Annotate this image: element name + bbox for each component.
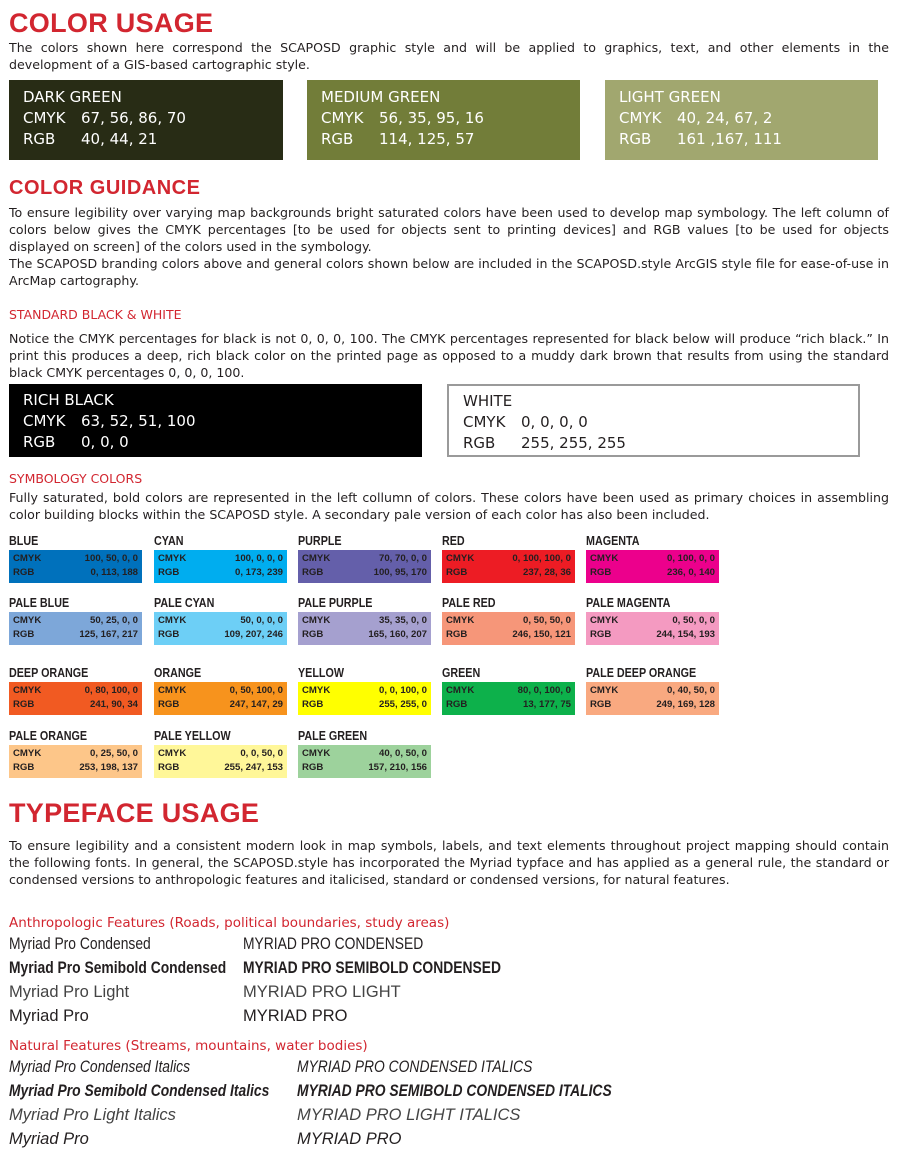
rgb-label: RGB	[321, 130, 354, 148]
color-name: DEEP ORANGE	[9, 666, 89, 680]
cmyk-value: 67, 56, 86, 70	[81, 109, 186, 127]
rgb-label: RGB	[13, 567, 35, 578]
color-cell-red	[442, 533, 575, 583]
font-sample-uppercase: MYRIAD PRO SEMIBOLD CONDENSED ITALICS	[297, 1082, 612, 1100]
cmyk-value: 0, 100, 0, 0	[666, 553, 715, 564]
cmyk-label: CMYK	[158, 615, 187, 626]
swatch-name: MEDIUM GREEN	[321, 88, 441, 106]
cmyk-value: 0, 50, 100, 0	[229, 685, 283, 696]
color-swatch	[298, 612, 431, 645]
cmyk-value: 40, 24, 67, 2	[677, 109, 773, 127]
rgb-label: RGB	[302, 629, 324, 640]
cmyk-value: 0, 40, 50, 0	[666, 685, 715, 696]
rgb-value: 0, 0, 0	[81, 433, 129, 451]
cmyk-label: CMYK	[446, 553, 475, 564]
rgb-value: 255, 255, 255	[521, 434, 626, 452]
swatch-white	[447, 384, 860, 457]
cmyk-label: CMYK	[463, 413, 506, 431]
cmyk-value: 0, 25, 50, 0	[89, 748, 138, 759]
rgb-label: RGB	[158, 567, 180, 578]
color-name: PALE MAGENTA	[586, 596, 671, 610]
color-cell-yellow	[298, 665, 431, 715]
font-sample: Myriad Pro	[9, 1130, 89, 1148]
color-swatch	[9, 550, 142, 583]
color-cell-deep-orange	[9, 665, 142, 715]
rgb-value: 109, 207, 246	[224, 629, 283, 640]
swatch-light-green	[605, 80, 878, 160]
font-sample: Myriad Pro Condensed	[9, 935, 151, 953]
cmyk-value: 0, 100, 100, 0	[512, 553, 571, 564]
rgb-value: 247, 147, 29	[229, 699, 283, 710]
rgb-label: RGB	[23, 433, 56, 451]
swatch-name: DARK GREEN	[23, 88, 122, 106]
color-name: CYAN	[154, 534, 184, 548]
color-cell-cyan	[154, 533, 287, 583]
color-name: PALE BLUE	[9, 596, 70, 610]
color-swatch	[154, 745, 287, 778]
font-sample-uppercase: MYRIAD PRO CONDENSED ITALICS	[297, 1058, 533, 1076]
cmyk-label: CMYK	[23, 412, 66, 430]
color-cell-pale-magenta	[586, 595, 719, 645]
rgb-label: RGB	[446, 699, 468, 710]
cmyk-value: 100, 0, 0, 0	[234, 553, 283, 564]
cmyk-value: 0, 0, 0, 0	[521, 413, 588, 431]
font-sample: Myriad Pro Semibold Condensed Italics	[9, 1082, 270, 1100]
natural-features-title: Natural Features (Streams, mountains, water bodies)	[9, 1038, 368, 1054]
cmyk-label: CMYK	[321, 109, 364, 127]
color-cell-orange	[154, 665, 287, 715]
cmyk-value: 0, 50, 0, 0	[672, 615, 715, 626]
rgb-label: RGB	[446, 629, 468, 640]
color-usage-title: COLOR USAGE	[9, 8, 214, 38]
color-cell-blue	[9, 533, 142, 583]
rgb-value: 255, 255, 0	[378, 699, 427, 710]
color-swatch	[442, 682, 575, 715]
cmyk-label: CMYK	[590, 685, 619, 696]
font-sample-uppercase: MYRIAD PRO SEMIBOLD CONDENSED	[243, 959, 501, 977]
swatch-dark-green	[9, 80, 283, 160]
cmyk-label: CMYK	[590, 615, 619, 626]
swatch-medium-green	[307, 80, 580, 160]
rgb-label: RGB	[590, 699, 612, 710]
color-name: GREEN	[442, 666, 481, 680]
color-name: PALE GREEN	[298, 729, 368, 743]
cmyk-label: CMYK	[158, 748, 187, 759]
cmyk-value: 40, 0, 50, 0	[378, 748, 427, 759]
swatch-name: LIGHT GREEN	[619, 88, 721, 106]
color-cell-magenta	[586, 533, 719, 583]
cmyk-value: 70, 70, 0, 0	[378, 553, 427, 564]
font-sample-uppercase: MYRIAD PRO CONDENSED	[243, 935, 424, 953]
cmyk-label: CMYK	[302, 685, 331, 696]
rgb-value: 253, 198, 137	[79, 762, 138, 773]
color-guidance-para1: To ensure legibility over varying map backgrounds bright saturated colors have been used to develop map symbology. The left column of colors below gives the CMYK percentages [to be used for objects sent to printing devices] and RGB values [to be used for objects displayed on screen] of the colors used in the symbology.	[9, 205, 889, 254]
color-swatch	[154, 612, 287, 645]
color-name: PALE ORANGE	[9, 729, 88, 743]
typeface-usage-title: TYPEFACE USAGE	[9, 798, 260, 828]
rgb-label: RGB	[590, 567, 612, 578]
color-swatch	[298, 682, 431, 715]
cmyk-label: CMYK	[446, 685, 475, 696]
color-guidance-para2: The SCAPOSD branding colors above and general colors shown below are included in the SCAPOSD.style ArcGIS style file for ease-of-use in ArcMap cartography.	[9, 256, 889, 288]
color-cell-purple	[298, 533, 431, 583]
cmyk-value: 50, 0, 0, 0	[240, 615, 283, 626]
cmyk-label: CMYK	[13, 685, 42, 696]
rgb-value: 0, 173, 239	[234, 567, 283, 578]
cmyk-label: CMYK	[302, 748, 331, 759]
font-sample: Myriad Pro Light	[9, 983, 130, 1001]
cmyk-label: CMYK	[158, 553, 187, 564]
cmyk-label: CMYK	[13, 553, 42, 564]
cmyk-value: 0, 50, 50, 0	[522, 615, 571, 626]
color-name: MAGENTA	[586, 534, 640, 548]
rgb-value: 114, 125, 57	[379, 130, 475, 148]
color-swatch	[298, 745, 431, 778]
cmyk-value: 0, 0, 50, 0	[240, 748, 283, 759]
swatch-name: WHITE	[463, 392, 513, 410]
rgb-value: 249, 169, 128	[656, 699, 715, 710]
rgb-label: RGB	[13, 699, 35, 710]
color-name: PALE RED	[442, 596, 496, 610]
font-sample-uppercase: MYRIAD PRO	[243, 1007, 348, 1025]
cmyk-label: CMYK	[158, 685, 187, 696]
color-swatch	[586, 612, 719, 645]
rgb-label: RGB	[158, 629, 180, 640]
rgb-label: RGB	[13, 629, 35, 640]
cmyk-value: 0, 0, 100, 0	[378, 685, 427, 696]
font-sample: Myriad Pro	[9, 1007, 89, 1025]
rgb-value: 165, 160, 207	[368, 629, 427, 640]
cmyk-value: 56, 35, 95, 16	[379, 109, 484, 127]
rgb-value: 244, 154, 193	[656, 629, 715, 640]
rgb-label: RGB	[13, 762, 35, 773]
color-name: PALE PURPLE	[298, 596, 373, 610]
font-sample: Myriad Pro Light Italics	[9, 1106, 176, 1124]
rgb-value: 236, 0, 140	[666, 567, 715, 578]
color-swatch	[586, 550, 719, 583]
color-swatch	[442, 612, 575, 645]
rgb-label: RGB	[302, 567, 324, 578]
color-swatch	[9, 612, 142, 645]
cmyk-value: 0, 80, 100, 0	[84, 685, 138, 696]
rgb-value: 157, 210, 156	[368, 762, 427, 773]
color-cell-pale-orange	[9, 728, 142, 778]
cmyk-value: 50, 25, 0, 0	[89, 615, 138, 626]
anthropologic-features-title: Anthropologic Features (Roads, political boundaries, study areas)	[9, 915, 450, 931]
color-swatch	[154, 682, 287, 715]
color-cell-pale-blue	[9, 595, 142, 645]
cmyk-label: CMYK	[446, 615, 475, 626]
color-cell-pale-deep-orange	[586, 665, 719, 715]
rgb-value: 241, 90, 34	[89, 699, 138, 710]
cmyk-label: CMYK	[302, 615, 331, 626]
color-swatch	[9, 745, 142, 778]
color-swatch	[9, 682, 142, 715]
rgb-label: RGB	[590, 629, 612, 640]
color-usage-intro: The colors shown here correspond the SCAPOSD graphic style and will be applied to graphics, text, and other elements in the development of a GIS-based cartographic style.	[9, 40, 889, 72]
standard-bw-text: Notice the CMYK percentages for black is not 0, 0, 0, 100. The CMYK percentages represented for black below will produce “rich black.” In print this produces a deep, rich black color on the printed page as opposed to a muddy dark brown that results from using the standard black CMYK percentages 0, 0, 0, 100.	[9, 331, 889, 380]
rgb-label: RGB	[302, 699, 324, 710]
color-name: ORANGE	[154, 666, 202, 680]
color-cell-pale-red	[442, 595, 575, 645]
cmyk-label: CMYK	[13, 748, 42, 759]
rgb-label: RGB	[446, 567, 468, 578]
rgb-label: RGB	[302, 762, 324, 773]
cmyk-value: 35, 35, 0, 0	[378, 615, 427, 626]
color-swatch	[586, 682, 719, 715]
swatch-name: RICH BLACK	[23, 391, 114, 409]
color-name: RED	[442, 534, 465, 548]
rgb-label: RGB	[23, 130, 56, 148]
color-cell-pale-purple	[298, 595, 431, 645]
standard-bw-title: STANDARD BLACK & WHITE	[9, 307, 182, 322]
cmyk-value: 63, 52, 51, 100	[81, 412, 196, 430]
cmyk-label: CMYK	[23, 109, 66, 127]
rgb-value: 255, 247, 153	[224, 762, 283, 773]
cmyk-label: CMYK	[13, 615, 42, 626]
color-swatch	[298, 550, 431, 583]
font-sample-uppercase: MYRIAD PRO LIGHT	[243, 983, 401, 1001]
rgb-value: 40, 44, 21	[81, 130, 158, 148]
color-name: PALE CYAN	[154, 596, 215, 610]
color-cell-green	[442, 665, 575, 715]
cmyk-label: CMYK	[590, 553, 619, 564]
font-sample-uppercase: MYRIAD PRO LIGHT ITALICS	[297, 1106, 521, 1124]
color-name: PALE DEEP ORANGE	[586, 666, 697, 680]
color-cell-pale-green	[298, 728, 431, 778]
symbology-title: SYMBOLOGY COLORS	[9, 471, 143, 486]
color-cell-pale-cyan	[154, 595, 287, 645]
color-guidance-title: COLOR GUIDANCE	[9, 177, 201, 199]
color-name: YELLOW	[298, 666, 344, 680]
color-swatch	[154, 550, 287, 583]
rgb-value: 161 ,167, 111	[677, 130, 782, 148]
font-sample-uppercase: MYRIAD PRO	[297, 1130, 402, 1148]
rgb-value: 237, 28, 36	[522, 567, 571, 578]
color-name: BLUE	[9, 534, 39, 548]
color-swatch	[442, 550, 575, 583]
rgb-value: 100, 95, 170	[373, 567, 427, 578]
cmyk-value: 80, 0, 100, 0	[517, 685, 571, 696]
font-sample: Myriad Pro Semibold Condensed	[9, 959, 227, 977]
cmyk-label: CMYK	[302, 553, 331, 564]
rgb-label: RGB	[463, 434, 496, 452]
color-name: PALE YELLOW	[154, 729, 231, 743]
font-sample: Myriad Pro Condensed Italics	[9, 1058, 191, 1076]
rgb-label: RGB	[619, 130, 652, 148]
color-cell-pale-yellow	[154, 728, 287, 778]
color-name: PURPLE	[298, 534, 342, 548]
cmyk-value: 100, 50, 0, 0	[84, 553, 138, 564]
rgb-label: RGB	[158, 762, 180, 773]
cmyk-label: CMYK	[619, 109, 662, 127]
typeface-usage-text: To ensure legibility and a consistent modern look in map symbols, labels, and text elements throughout project mapping should contain the following fonts. In general, the SCAPOSD.style has incorporated the Myriad typface and has applied as a general rule, the standard or condensed versions to anthropologic features and italicised, standard or condensed versions, for natural features.	[9, 838, 889, 887]
symbology-text: Fully saturated, bold colors are represented in the left collumn of colors. These colors have been used as primary choices in assembling color building blocks within the SCAPOSD style. A secondary pale version of each color has also been included.	[9, 490, 889, 522]
rgb-value: 125, 167, 217	[79, 629, 138, 640]
rgb-value: 246, 150, 121	[512, 629, 571, 640]
rgb-value: 13, 177, 75	[522, 699, 571, 710]
swatch-rich-black	[9, 384, 422, 457]
rgb-label: RGB	[158, 699, 180, 710]
rgb-value: 0, 113, 188	[90, 567, 138, 578]
